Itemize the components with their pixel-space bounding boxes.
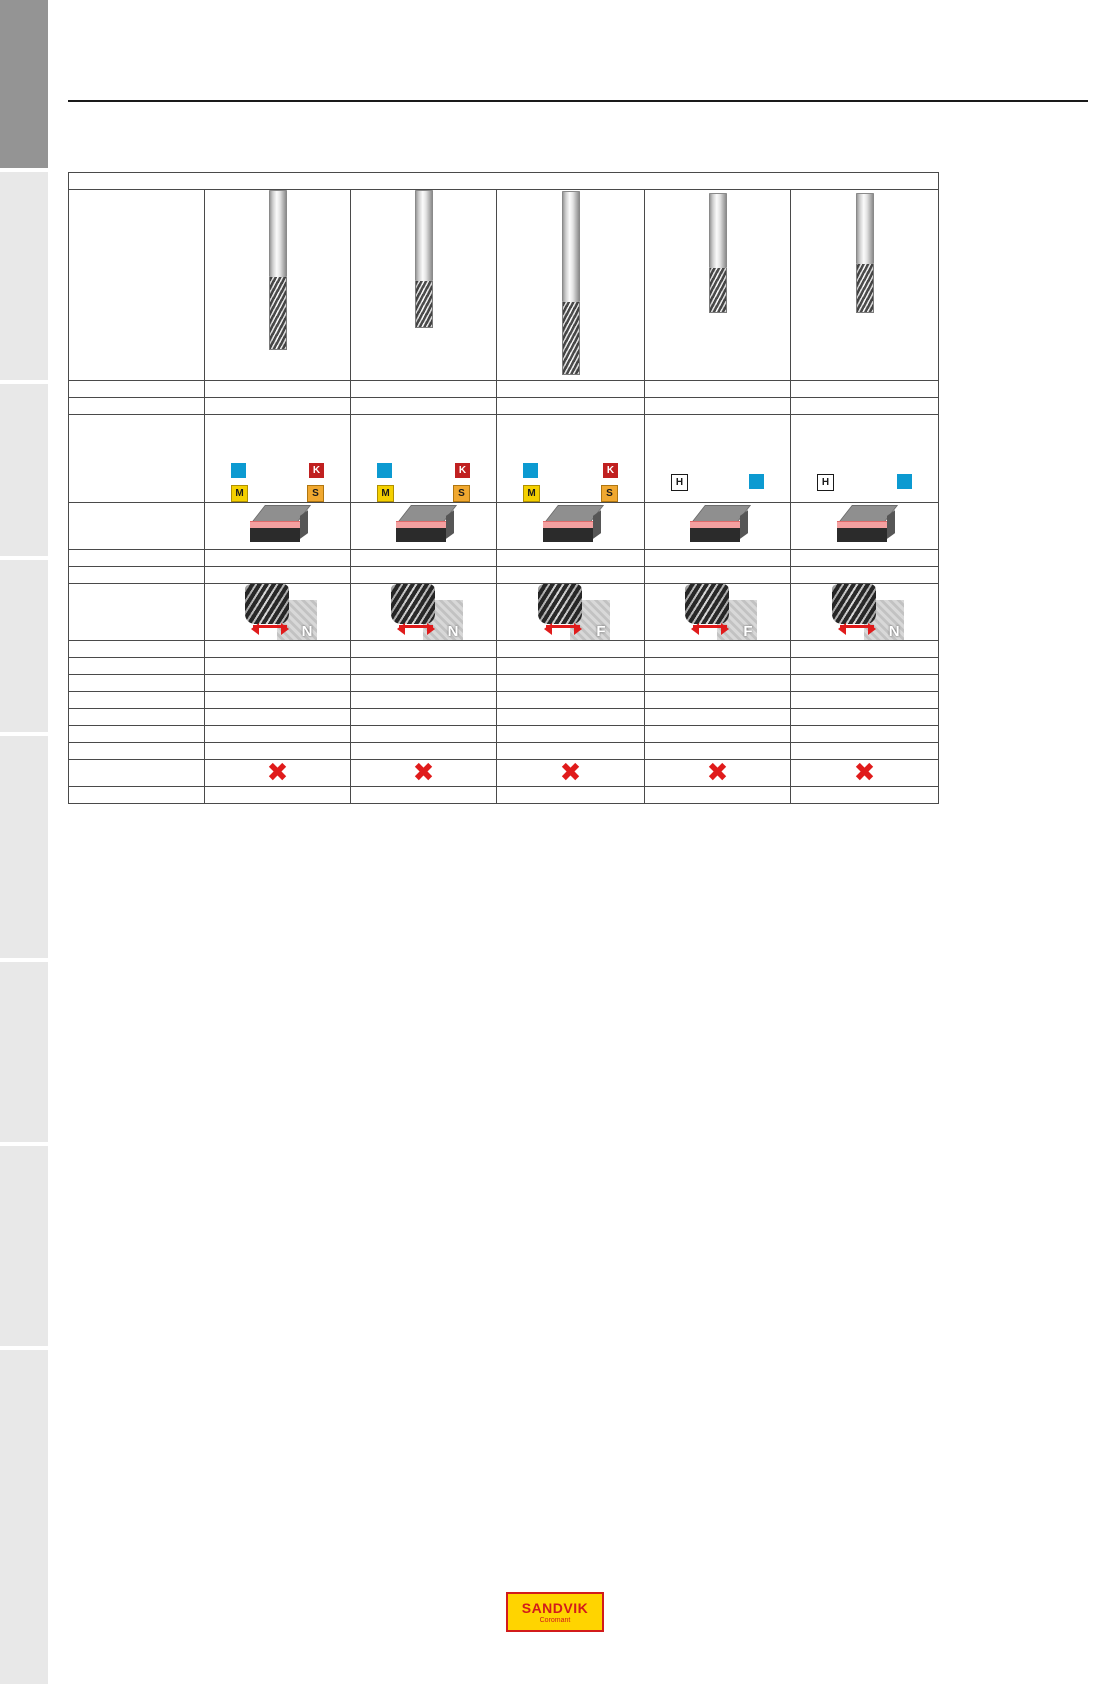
sidebar-item-8[interactable]	[0, 1350, 48, 1684]
sidebar	[0, 0, 48, 1684]
geometry-cell-4	[645, 584, 791, 641]
table-header-cell	[69, 173, 939, 190]
spec-cell	[497, 675, 645, 692]
geometry-cell-3	[497, 584, 645, 641]
workpiece-block-icon	[248, 503, 308, 549]
spec-cell	[497, 743, 645, 760]
spec-cell	[791, 743, 939, 760]
availability-cell-3	[497, 760, 645, 787]
iso-cell-2	[351, 415, 497, 503]
iso-m-icon: M	[523, 485, 540, 502]
cutter-geometry-icon	[239, 584, 317, 640]
spec-row-4	[69, 567, 939, 584]
notes-cell-1	[205, 787, 351, 804]
spec-cell	[791, 381, 939, 398]
iso-k-icon: K	[309, 463, 324, 478]
workpiece-block-icon	[541, 503, 601, 549]
geometry-cell-5	[791, 584, 939, 641]
spec-cell	[645, 743, 791, 760]
spec-cell	[205, 675, 351, 692]
spec-cell	[351, 641, 497, 658]
cross-icon: ✖	[412, 758, 435, 788]
row-label-notes	[69, 787, 205, 804]
geometry-letter: N	[888, 623, 900, 640]
spec-row-1	[69, 381, 939, 398]
iso-n-icon	[749, 474, 764, 489]
iso-m-icon: M	[377, 485, 394, 502]
workpiece-row	[69, 503, 939, 550]
iso-h-icon: H	[817, 474, 834, 491]
end-mill-icon	[562, 191, 580, 375]
product-image-row	[69, 190, 939, 381]
spec-row-3	[69, 550, 939, 567]
spec-cell	[351, 550, 497, 567]
product-image-cell-5	[791, 190, 939, 381]
workpiece-cell-2	[351, 503, 497, 550]
product-image-cell-2	[351, 190, 497, 381]
iso-cell-5	[791, 415, 939, 503]
spec-cell	[791, 550, 939, 567]
row-label-geometry	[69, 584, 205, 641]
iso-material-row	[69, 415, 939, 503]
spec-cell	[497, 381, 645, 398]
product-image-cell-3	[497, 190, 645, 381]
row-label-11	[69, 743, 205, 760]
iso-k-icon: K	[603, 463, 618, 478]
spec-cell	[645, 567, 791, 584]
spec-cell	[645, 675, 791, 692]
spec-cell	[497, 709, 645, 726]
iso-cell-1	[205, 415, 351, 503]
notes-row	[69, 787, 939, 804]
spec-cell	[351, 567, 497, 584]
row-label-8	[69, 692, 205, 709]
product-image-cell-4	[645, 190, 791, 381]
spec-cell	[351, 743, 497, 760]
workpiece-cell-3	[497, 503, 645, 550]
spec-cell	[351, 709, 497, 726]
spec-cell	[205, 743, 351, 760]
cross-icon: ✖	[266, 758, 289, 788]
workpiece-cell-4	[645, 503, 791, 550]
notes-cell-5	[791, 787, 939, 804]
iso-cell-4	[645, 415, 791, 503]
spec-cell	[497, 658, 645, 675]
spec-cell	[645, 550, 791, 567]
table-header-row	[69, 173, 939, 190]
availability-cell-5	[791, 760, 939, 787]
spec-cell	[791, 567, 939, 584]
row-label-7	[69, 675, 205, 692]
iso-cell-3	[497, 415, 645, 503]
sidebar-item-5[interactable]	[0, 736, 48, 958]
spec-cell	[645, 381, 791, 398]
availability-cell-4	[645, 760, 791, 787]
spec-row-5	[69, 641, 939, 658]
product-comparison-table	[68, 172, 938, 804]
cross-icon: ✖	[559, 758, 582, 788]
spec-cell	[205, 381, 351, 398]
notes-cell-3	[497, 787, 645, 804]
iso-h-icon: H	[671, 474, 688, 491]
spec-row-9	[69, 709, 939, 726]
geometry-letter: F	[743, 623, 753, 640]
spec-cell	[205, 726, 351, 743]
spec-cell	[351, 726, 497, 743]
row-label-6	[69, 658, 205, 675]
cutter-geometry-icon	[385, 584, 463, 640]
spec-row-6	[69, 658, 939, 675]
end-mill-icon	[415, 190, 433, 328]
spec-cell	[791, 675, 939, 692]
spec-cell	[351, 675, 497, 692]
spec-cell	[205, 641, 351, 658]
sidebar-item-3[interactable]	[0, 384, 48, 556]
workpiece-cell-5	[791, 503, 939, 550]
row-label-iso	[69, 415, 205, 503]
spec-cell	[497, 398, 645, 415]
row-label-workpiece	[69, 503, 205, 550]
spec-row-11	[69, 743, 939, 760]
iso-p-icon	[231, 463, 246, 478]
iso-s-icon: S	[453, 485, 470, 502]
spec-cell	[791, 398, 939, 415]
spec-cell	[497, 550, 645, 567]
spec-cell	[645, 641, 791, 658]
iso-s-icon: S	[307, 485, 324, 502]
geometry-letter: N	[301, 623, 313, 640]
spec-cell	[351, 381, 497, 398]
brand-logo	[506, 1592, 604, 1632]
workpiece-block-icon	[394, 503, 454, 549]
spec-cell	[645, 658, 791, 675]
iso-n-icon	[897, 474, 912, 489]
spec-cell	[205, 658, 351, 675]
workpiece-block-icon	[688, 503, 748, 549]
row-label-3	[69, 550, 205, 567]
spec-cell	[351, 692, 497, 709]
availability-row	[69, 760, 939, 787]
row-label-10	[69, 726, 205, 743]
notes-cell-4	[645, 787, 791, 804]
spec-cell	[351, 658, 497, 675]
availability-cell-1	[205, 760, 351, 787]
geometry-letter: F	[596, 623, 606, 640]
row-label-1	[69, 381, 205, 398]
iso-m-icon: M	[231, 485, 248, 502]
cutter-geometry-icon	[826, 584, 904, 640]
sidebar-item-2[interactable]	[0, 172, 48, 380]
spec-cell	[791, 709, 939, 726]
iso-p-icon	[523, 463, 538, 478]
spec-cell	[205, 692, 351, 709]
workpiece-cell-1	[205, 503, 351, 550]
spec-row-8	[69, 692, 939, 709]
cross-icon: ✖	[853, 758, 876, 788]
spec-row-7	[69, 675, 939, 692]
spec-cell	[645, 709, 791, 726]
row-label-2	[69, 398, 205, 415]
iso-s-icon: S	[601, 485, 618, 502]
header-divider	[68, 100, 1088, 102]
end-mill-icon	[269, 190, 287, 350]
row-label-product	[69, 190, 205, 381]
row-label-availability	[69, 760, 205, 787]
cross-icon: ✖	[706, 758, 729, 788]
spec-cell	[791, 641, 939, 658]
sidebar-item-4[interactable]	[0, 560, 48, 732]
geometry-cell-1	[205, 584, 351, 641]
sidebar-item-7[interactable]	[0, 1146, 48, 1346]
spec-cell	[497, 692, 645, 709]
spec-row-10	[69, 726, 939, 743]
spec-cell	[645, 398, 791, 415]
logo-name: SANDVIK	[521, 1599, 589, 1616]
iso-p-icon	[377, 463, 392, 478]
spec-cell	[497, 641, 645, 658]
iso-k-icon: K	[455, 463, 470, 478]
row-label-4	[69, 567, 205, 584]
notes-cell-2	[351, 787, 497, 804]
end-mill-icon	[856, 193, 874, 313]
sidebar-item-1[interactable]	[0, 0, 48, 168]
cutter-geometry-icon	[679, 584, 757, 640]
geometry-cell-2	[351, 584, 497, 641]
product-image-cell-1	[205, 190, 351, 381]
spec-cell	[497, 726, 645, 743]
sidebar-item-6[interactable]	[0, 962, 48, 1142]
spec-cell	[791, 726, 939, 743]
spec-cell	[791, 692, 939, 709]
spec-cell	[351, 398, 497, 415]
row-label-5	[69, 641, 205, 658]
spec-cell	[205, 567, 351, 584]
spec-cell	[497, 567, 645, 584]
availability-cell-2	[351, 760, 497, 787]
logo-subtitle: Coromant	[539, 1616, 571, 1624]
spec-cell	[791, 658, 939, 675]
spec-row-2	[69, 398, 939, 415]
spec-cell	[645, 726, 791, 743]
cutter-geometry-icon	[532, 584, 610, 640]
spec-cell	[205, 550, 351, 567]
workpiece-block-icon	[835, 503, 895, 549]
spec-cell	[205, 709, 351, 726]
end-mill-icon	[709, 193, 727, 313]
geometry-letter: N	[447, 623, 459, 640]
spec-cell	[205, 398, 351, 415]
row-label-9	[69, 709, 205, 726]
spec-cell	[645, 692, 791, 709]
geometry-row	[69, 584, 939, 641]
